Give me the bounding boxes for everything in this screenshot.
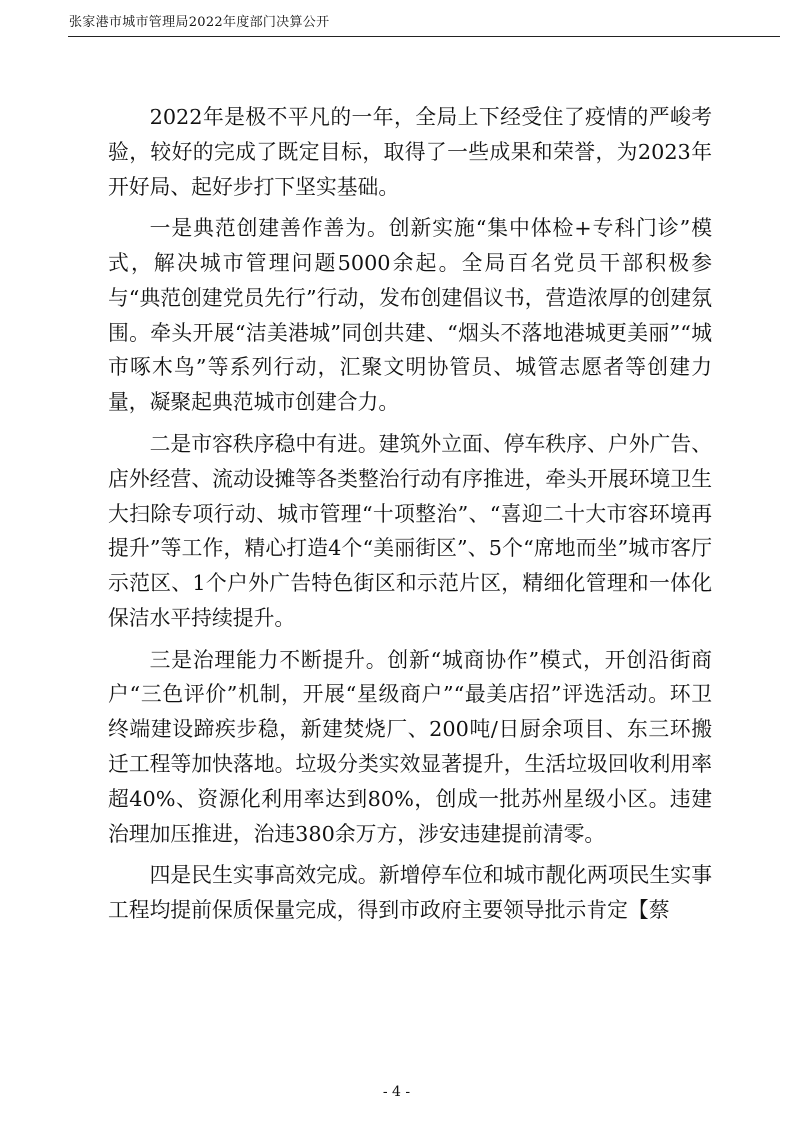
running-header: 张家港市城市管理局2022年度部门决算公开 xyxy=(69,15,330,30)
paragraph-point-three: 三是治理能力不断提升。创新“城商协作”模式，开创沿街商户“三色评价”机制，开展“星级商户”“最美店招”评选活动。环卫终端建设蹄疾步稳，新建焚烧厂、200吨/日厨余项目、东三环搬迁工程等加快落地。垃圾分类实效显著提升，生活垃圾回收利用率超40%、资源化利用率达到80%，创成一批苏州星级小区。违建治理加压推进，治违380余万方，涉安违建提前清零。 xyxy=(108,647,712,846)
document-body xyxy=(108,100,712,935)
paragraph-point-one: 一是典范创建善作善为。创新实施“集中体检+专科门诊”模式，解决城市管理问题5000余起。全局百名党员干部积极参与“典范创建党员先行”行动，发布创建倡议书，营造浓厚的创建氛围。牵头开展“洁美港城”同创共建、“烟头不落地港城更美丽”“城市啄木鸟”等系列行动，汇聚文明协管员、城管志愿者等创建力量，凝聚起典范城市创建合力。 xyxy=(108,216,712,415)
header-divider xyxy=(68,36,780,37)
paragraph-point-four: 四是民生实事高效完成。新增停车位和城市靓化两项民生实事工程均提前保质保量完成，得到市政府主要领导批示肯定【蔡 xyxy=(108,863,712,923)
paragraph-point-two: 二是市容秩序稳中有进。建筑外立面、停车秩序、户外广告、店外经营、流动设摊等各类整治行动有序推进，牵头开展环境卫生大扫除专项行动、城市管理“十项整治”、“喜迎二十大市容环境再提升”等工作，精心打造4个“美丽街区”、5个“席地而坐”城市客厅示范区、1个户外广告特色街区和示范片区，精细化管理和一体化保洁水平持续提升。 xyxy=(108,431,712,630)
paragraph-intro: 2022年是极不平凡的一年，全局上下经受住了疫情的严峻考验，较好的完成了既定目标，取得了一些成果和荣誉，为2023年开好局、起好步打下坚实基础。 xyxy=(108,105,712,199)
page-number: - 4 - xyxy=(382,1084,411,1100)
